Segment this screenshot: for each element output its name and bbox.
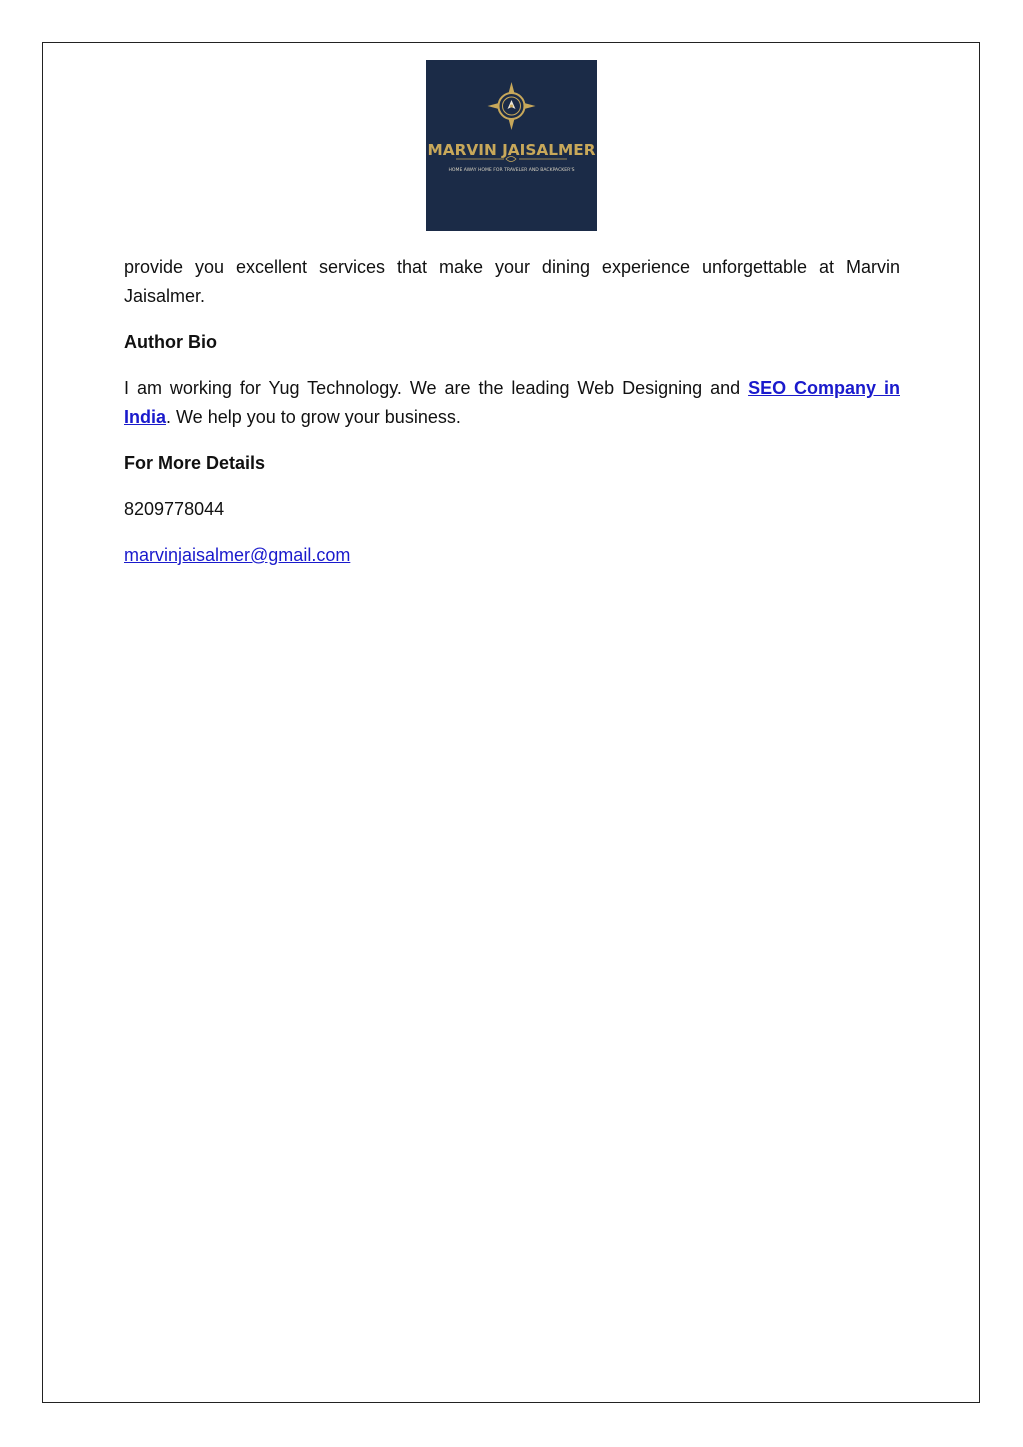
author-bio-paragraph: [124, 374, 900, 432]
email-link[interactable]: marvinjaisalmer@gmail.com: [124, 545, 351, 565]
brand-logo: [426, 60, 597, 231]
phone-number: 8209778044: [124, 499, 225, 519]
author-bio-heading: Author Bio: [124, 332, 217, 352]
intro-paragraph: provide you excellent services that make your dining experience unforgettable at Marvin Jaisalmer.: [124, 257, 900, 306]
compass-emblem: [426, 60, 597, 231]
page-border: [42, 42, 980, 1403]
logo-brand-name: MARVIN JAISALMER: [427, 141, 596, 159]
details-heading: For More Details: [124, 453, 266, 473]
logo-tagline: HOME AWAY HOME FOR TRAVELER AND BACKPACKER'S: [448, 167, 575, 172]
author-bio-text-before: I am working for Yug Technology. We are the leading Web Designing and: [124, 378, 749, 398]
document-body: [124, 253, 900, 570]
author-bio-text-after: . We help you to grow your business.: [166, 407, 461, 427]
seo-company-link[interactable]: SEO Company in India: [124, 378, 900, 427]
email-line: [124, 541, 900, 570]
